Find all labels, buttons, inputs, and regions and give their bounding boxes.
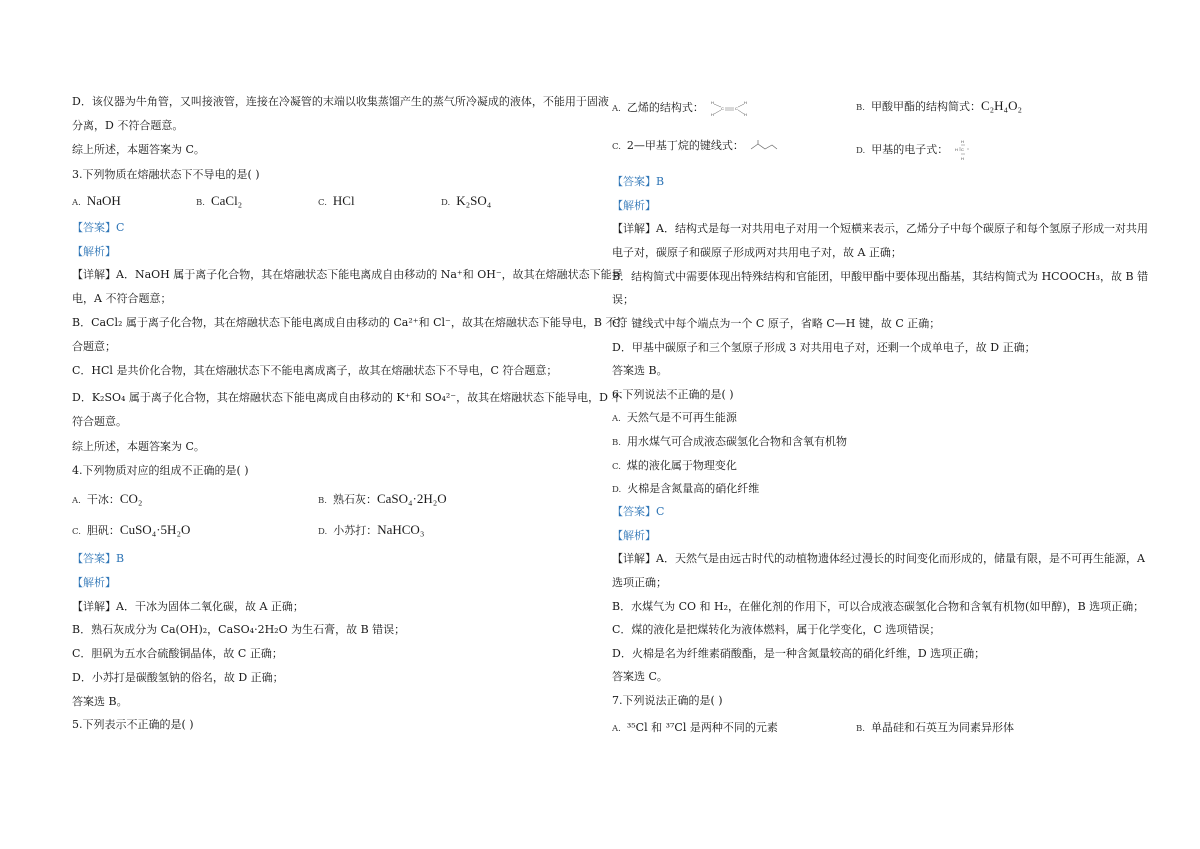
answer-label: 【答案】C	[612, 505, 665, 518]
analysis-line: 【详解】A．干冰为固体二氧化碳，故 A 正确；	[72, 600, 304, 613]
question-stem: 4.下列物质对应的组成不正确的是( )	[72, 464, 249, 477]
analysis-line: B．结构简式中需要体现出特殊结构和官能团，甲酸甲酯中要体现出酯基，其结构简式为 HCOOCH₃，故 B 错	[612, 270, 1149, 283]
option-d: D. K₂SO₄	[441, 193, 492, 208]
analysis-line: 【详解】A．结构式是每一对共用电子对用一个短横来表示，乙烯分子中每个碳原子和每个氢原子形成一对共用	[612, 222, 1148, 235]
option-a: A. ³⁵Cl 和 ³⁷Cl 是两种不同的元素	[612, 721, 778, 734]
analysis-line: D．火棉是名为纤维素硝酸酯，是一种含氮量较高的硝化纤维，D 选项正确；	[612, 647, 986, 660]
option-c: C. 2—甲基丁烷的键线式：	[612, 138, 779, 155]
option-c: C. HCl	[318, 193, 355, 208]
bond-line-structure-icon	[749, 139, 779, 153]
option-c: C. 胆矾：CuSO₄·5H₂O	[72, 522, 191, 537]
analysis-label: 【解析】	[612, 199, 656, 212]
analysis-line: B．CaCl₂ 属于离子化合物，其在熔融状态下能电离成自由移动的 Ca²⁺和 Cl⁻，故其在熔融状态下能导电，B 不符	[72, 316, 628, 329]
analysis-line: 答案选 B。	[72, 695, 128, 708]
answer-label: 【答案】B	[612, 175, 665, 188]
option-a: A. 天然气是不可再生能源	[612, 411, 737, 424]
question-stem: 6.下列说法不正确的是( )	[612, 388, 734, 401]
text-line: 分离，D 不符合题意。	[72, 119, 184, 132]
svg-text:H: H	[744, 100, 748, 105]
svg-text:H: H	[711, 112, 715, 117]
analysis-line: B．水煤气为 CO 和 H₂，在催化剂的作用下，可以合成液态碳氢化合物和含氧有机物(如甲醇)，B 选项正确；	[612, 600, 1145, 613]
text-line: 综上所述，本题答案为 C。	[72, 143, 205, 156]
svg-text:C: C	[735, 106, 739, 111]
analysis-line: C．键线式中每个端点为一个 C 原子，省略 C—H 键，故 C 正确；	[612, 317, 941, 330]
analysis-label: 【解析】	[612, 529, 656, 542]
option-a: A. 干冰：CO₂	[72, 491, 143, 506]
answer-label: 【答案】B	[72, 552, 125, 565]
svg-text:H: H	[744, 112, 748, 117]
answer-label: 【答案】C	[72, 221, 125, 234]
analysis-line: 【详解】A．NaOH 属于离子化合物，其在熔融状态下能电离成自由移动的 Na⁺和 OH⁻，故其在熔融状态下能导	[72, 268, 623, 281]
analysis-line: 选项正确；	[612, 576, 667, 589]
svg-text:H: H	[960, 139, 964, 144]
svg-text:H: H	[954, 147, 958, 152]
analysis-line: 综上所述，本题答案为 C。	[72, 440, 205, 453]
analysis-line: 【详解】A．天然气是由远古时代的动植物遗体经过漫长的时间变化而形成的，储量有限，是不可再生能源，A	[612, 552, 1145, 565]
analysis-line: 合题意；	[72, 340, 116, 353]
analysis-line: 电子对，碳原子和碳原子形成两对共用电子对，故 A 正确；	[612, 246, 902, 259]
analysis-line: 答案选 B。	[612, 364, 668, 377]
analysis-label: 【解析】	[72, 576, 116, 589]
analysis-line: C．胆矾为五水合硫酸铜晶体，故 C 正确；	[72, 647, 283, 660]
ethylene-structure-icon	[709, 98, 749, 118]
option-d: D. 小苏打：NaHCO₃	[318, 522, 425, 537]
option-a: A. NaOH	[72, 193, 121, 208]
analysis-line: C．HCl 是共价化合物，其在熔融状态下不能电离成离子，故其在熔融状态下不导电，C 符合题意；	[72, 364, 558, 377]
option-a: A. 乙烯的结构式： H H C C H H	[612, 98, 749, 118]
analysis-label: 【解析】	[72, 245, 116, 258]
option-b: B. 单晶硅和石英互为同素异形体	[856, 721, 1014, 734]
analysis-line: D．甲基中碳原子和三个氢原子形成 3 对共用电子对，还剩一个成单电子，故 D 正确；	[612, 341, 1036, 354]
svg-text:C: C	[960, 147, 964, 152]
analysis-line: D．小苏打是碳酸氢钠的俗名，故 D 正确；	[72, 671, 284, 684]
question-stem: 7.下列说法正确的是( )	[612, 694, 723, 707]
question-stem: 5.下列表示不正确的是( )	[72, 718, 194, 731]
analysis-line: 符合题意。	[72, 415, 127, 428]
option-b: B. 熟石灰：CaSO₄·2H₂O	[318, 491, 447, 506]
option-b: B. 甲酸甲酯的结构简式：C₂H₄O₂	[856, 98, 1022, 113]
svg-text:H: H	[711, 100, 715, 105]
option-d: D. 甲基的电子式： H C H H	[856, 138, 972, 162]
option-b: B. CaCl₂	[196, 193, 243, 208]
question-stem: 3.下列物质在熔融状态下不导电的是( )	[72, 168, 260, 181]
option-d: D. 火棉是含氮量高的硝化纤维	[612, 482, 760, 495]
analysis-line: 误；	[612, 293, 634, 306]
analysis-line: C．煤的液化是把煤转化为液体燃料，属于化学变化，C 选项错误；	[612, 623, 941, 636]
svg-text:C: C	[721, 106, 725, 111]
option-c: C. 煤的液化属于物理变化	[612, 459, 737, 472]
svg-text:H: H	[960, 156, 964, 161]
analysis-line: B．熟石灰成分为 Ca(OH)₂，CaSO₄·2H₂O 为生石膏，故 B 错误；	[72, 623, 406, 636]
option-b: B. 用水煤气可合成液态碳氢化合物和含氧有机物	[612, 435, 847, 448]
analysis-line: 答案选 C。	[612, 670, 668, 683]
analysis-line: 电，A 不符合题意；	[72, 292, 172, 305]
text-line: D．该仪器为牛角管，又叫接液管，连接在冷凝管的末端以收集蒸馏产生的蒸气所冷凝成的液体，不能用于固液	[72, 95, 609, 108]
methyl-electron-icon	[954, 138, 972, 162]
analysis-line: D．K₂SO₄ 属于离子化合物，其在熔融状态下能电离成自由移动的 K⁺和 SO₄²⁻，故其在熔融状态下能导电，D 不	[72, 391, 623, 404]
